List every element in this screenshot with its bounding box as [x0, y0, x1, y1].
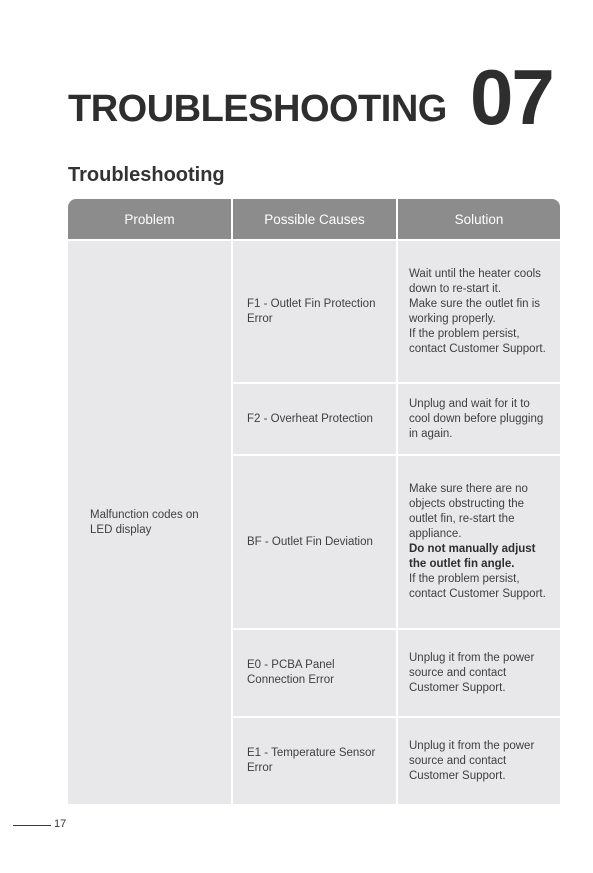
- solution-line: Unplug and wait for it to cool down before plugging in again.: [409, 397, 544, 440]
- solution-line: Make sure there are no objects obstructing the outlet fin, re-start the appliance.: [409, 483, 528, 540]
- solution-cell: [398, 456, 560, 628]
- cause-cell: [233, 718, 396, 804]
- solution-cell: [398, 241, 560, 382]
- chapter-number: 07: [470, 53, 553, 141]
- cause-cell: [233, 630, 396, 716]
- cause-text: F1 - Outlet Fin Protection Error: [247, 297, 376, 325]
- solution-line: Make sure the outlet fin is working properly.: [409, 297, 541, 325]
- solution-cell: [398, 718, 560, 804]
- section-title: Troubleshooting: [68, 164, 225, 186]
- cause-cell: [233, 241, 396, 382]
- cause-text: BF - Outlet Fin Deviation: [247, 535, 373, 548]
- solution-line: If the problem persist, contact Customer Support.: [409, 327, 546, 355]
- solution-line: If the problem persist, contact Customer Support.: [409, 573, 546, 600]
- cause-text: E0 - PCBA Panel Connection Error: [247, 659, 335, 686]
- problem-cell: [68, 241, 231, 804]
- chapter-title: TROUBLESHOOTING: [68, 88, 447, 130]
- solution-line: Wait until the heater cools down to re-start it.: [409, 267, 541, 295]
- table-header-row: [68, 199, 560, 239]
- page-number: 17: [54, 818, 67, 830]
- solution-warning: Do not manually adjust the outlet fin angle.: [409, 543, 536, 570]
- cause-cell: [233, 456, 396, 628]
- table-row: [68, 241, 560, 382]
- header-possible-causes: Possible Causes: [233, 199, 396, 239]
- solution-cell: [398, 630, 560, 716]
- header-solution: Solution: [398, 199, 560, 239]
- page-number-rule: [13, 825, 51, 826]
- problem-text: Malfunction codes on LED display: [90, 508, 199, 536]
- troubleshooting-table: [66, 197, 562, 806]
- header-problem: Problem: [68, 199, 231, 239]
- cause-text: F2 - Overheat Protection: [247, 412, 373, 425]
- solution-line: Unplug it from the power source and contact Customer Support.: [409, 651, 535, 694]
- solution-line: Unplug it from the power source and contact Customer Support.: [409, 739, 535, 782]
- cause-text: E1 - Temperature Sensor Error: [247, 747, 376, 774]
- cause-cell: [233, 384, 396, 454]
- solution-cell: [398, 384, 560, 454]
